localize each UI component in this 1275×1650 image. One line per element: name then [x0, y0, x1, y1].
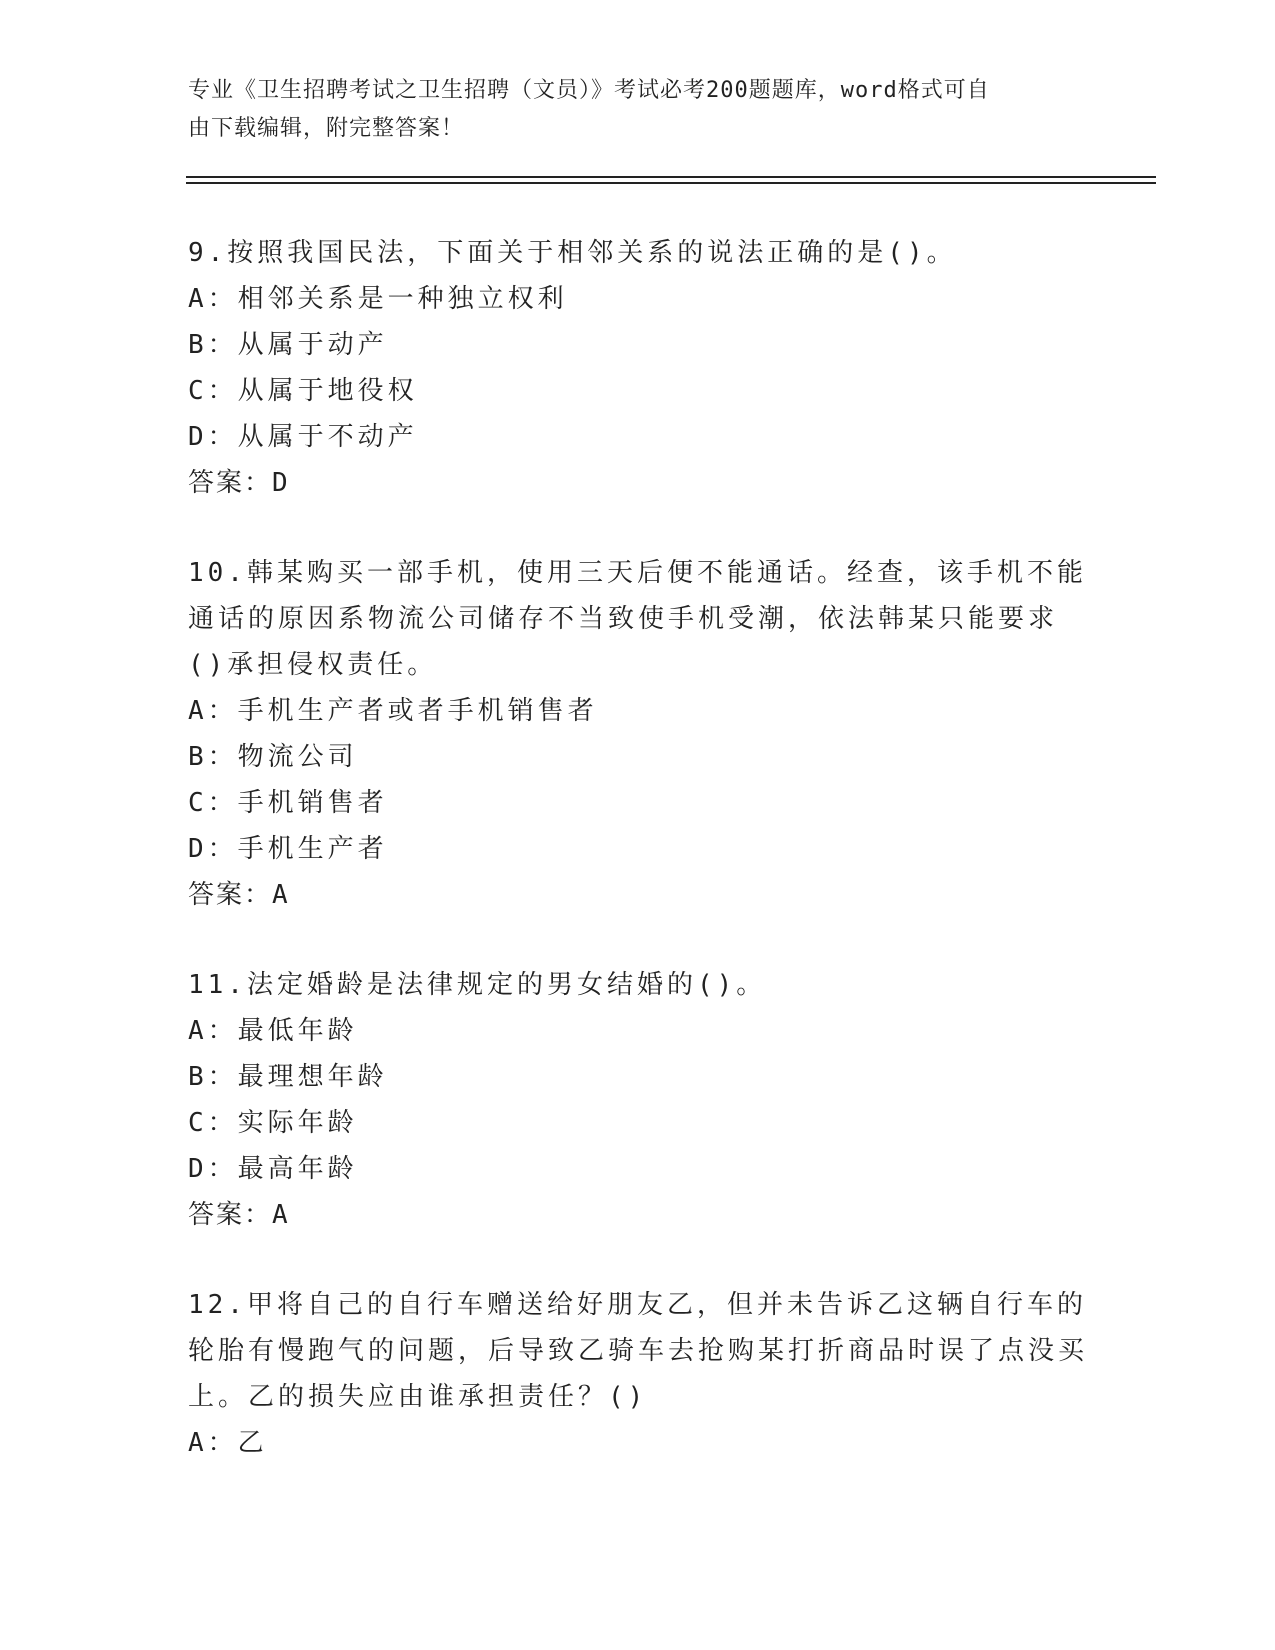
answer-line: 答案：D [188, 468, 290, 498]
question-text: 10.韩某购买一部手机，使用三天后便不能通话。经查，该手机不能通话的原因系物流公司储存不当致使手机受潮，依法韩某只能要求()承担侵权责任。 [188, 558, 1087, 680]
question-9 [188, 230, 1088, 506]
option-c: C：从属于地役权 [188, 376, 418, 406]
option-a: A：乙 [188, 1428, 268, 1458]
question-11 [188, 962, 1088, 1238]
option-b: B：从属于动产 [188, 330, 388, 360]
option-b: B：物流公司 [188, 742, 358, 772]
header-divider-top [186, 176, 1156, 178]
question-list [188, 230, 1088, 1466]
question-text: 11.法定婚龄是法律规定的男女结婚的()。 [188, 970, 767, 1000]
answer-line: 答案：A [188, 1200, 290, 1230]
answer-line: 答案：A [188, 880, 290, 910]
header-line-2: 由下载编辑，附完整答案！ [188, 116, 465, 141]
header-line-1: 专业《卫生招聘考试之卫生招聘（文员）》考试必考200题题库，word格式可自 [188, 78, 990, 103]
question-text: 12.甲将自己的自行车赠送给好朋友乙，但并未告诉乙这辆自行车的轮胎有慢跑气的问题，后导致乙骑车去抢购某打折商品时误了点没买上。乙的损失应由谁承担责任？() [188, 1290, 1089, 1412]
option-d: D：从属于不动产 [188, 422, 418, 452]
question-text: 9.按照我国民法，下面关于相邻关系的说法正确的是()。 [188, 238, 957, 268]
question-12 [188, 1282, 1088, 1466]
option-a: A：相邻关系是一种独立权利 [188, 284, 568, 314]
header-divider-bottom [186, 182, 1156, 184]
option-d: D：最高年龄 [188, 1154, 358, 1184]
question-10 [188, 550, 1088, 918]
document-header [188, 72, 1068, 148]
option-a: A：手机生产者或者手机销售者 [188, 696, 598, 726]
option-c: C：手机销售者 [188, 788, 388, 818]
option-d: D：手机生产者 [188, 834, 388, 864]
option-a: A：最低年龄 [188, 1016, 358, 1046]
option-c: C：实际年龄 [188, 1108, 358, 1138]
option-b: B：最理想年龄 [188, 1062, 388, 1092]
